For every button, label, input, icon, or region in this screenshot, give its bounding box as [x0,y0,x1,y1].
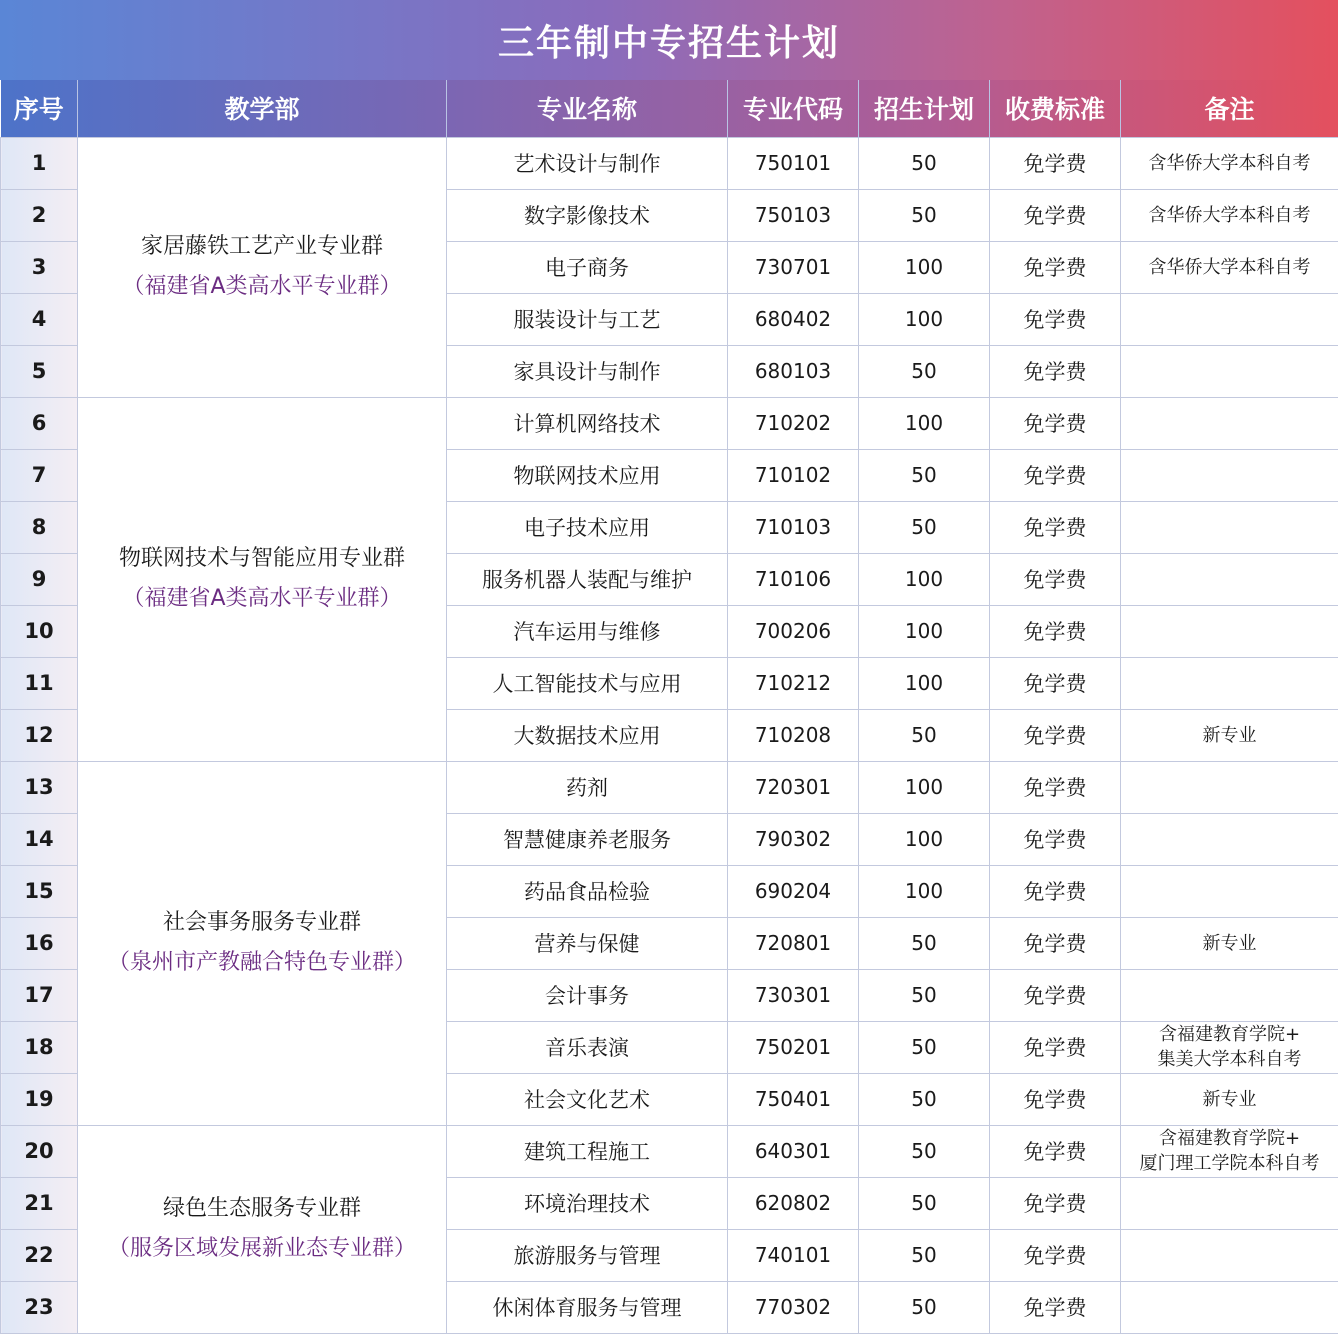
dept-cell [78,1125,447,1333]
note-line-1: 新专业 [1202,932,1257,954]
note-line-1: 含华侨大学本科自考 [1148,256,1311,278]
enroll-plan: 100 [859,865,990,917]
table-row [1,1125,1338,1177]
note-line-1: 新专业 [1202,724,1257,746]
enrollment-table [0,80,1338,1334]
major-code: 730301 [728,969,859,1021]
enroll-plan: 100 [859,813,990,865]
major-code: 710103 [728,501,859,553]
major-name: 计算机网络技术 [447,397,728,449]
enroll-plan: 50 [859,1229,990,1281]
enroll-plan: 100 [859,397,990,449]
fee-standard: 免学费 [990,865,1121,917]
row-no: 2 [1,189,78,241]
major-name: 物联网技术应用 [447,449,728,501]
row-no: 6 [1,397,78,449]
dept-cell [78,761,447,1125]
enroll-plan: 50 [859,449,990,501]
fee-standard: 免学费 [990,1125,1121,1177]
major-name: 旅游服务与管理 [447,1229,728,1281]
row-no: 9 [1,553,78,605]
major-name: 智慧健康养老服务 [447,813,728,865]
major-name: 音乐表演 [447,1021,728,1073]
row-no: 8 [1,501,78,553]
row-no: 3 [1,241,78,293]
major-name: 人工智能技术与应用 [447,657,728,709]
enroll-plan: 50 [859,1281,990,1333]
major-name: 药剂 [447,761,728,813]
dept-cell [78,137,447,397]
major-code: 710202 [728,397,859,449]
header-dept: 教学部 [78,80,447,137]
major-name: 电子商务 [447,241,728,293]
row-no: 15 [1,865,78,917]
major-name: 服务机器人装配与维护 [447,553,728,605]
note-cell [1121,969,1338,1021]
fee-standard: 免学费 [990,605,1121,657]
note-line-2: 集美大学本科自考 [1157,1049,1302,1070]
major-name: 社会文化艺术 [447,1073,728,1125]
note-cell [1121,1229,1338,1281]
group-name: 物联网技术与智能应用专业群 [118,546,405,571]
group-name: 社会事务服务专业群 [162,910,361,935]
table-row [1,397,1338,449]
note-cell [1121,709,1338,761]
major-code: 680402 [728,293,859,345]
fee-standard: 免学费 [990,1281,1121,1333]
major-code: 710212 [728,657,859,709]
major-name: 药品食品检验 [447,865,728,917]
major-code: 750101 [728,137,859,189]
note-cell [1121,501,1338,553]
header-name: 专业名称 [447,80,728,137]
enroll-plan: 100 [859,605,990,657]
row-no: 13 [1,761,78,813]
fee-standard: 免学费 [990,293,1121,345]
enroll-plan: 50 [859,501,990,553]
enroll-plan: 100 [859,293,990,345]
table-row [1,761,1338,813]
table-header-row [1,80,1338,137]
row-no: 12 [1,709,78,761]
note-cell [1121,397,1338,449]
note-cell [1121,865,1338,917]
enroll-plan: 50 [859,345,990,397]
row-no: 21 [1,1177,78,1229]
major-code: 720301 [728,761,859,813]
enroll-plan: 50 [859,917,990,969]
major-name: 环境治理技术 [447,1177,728,1229]
note-cell [1121,605,1338,657]
major-code: 640301 [728,1125,859,1177]
row-no: 16 [1,917,78,969]
row-no: 17 [1,969,78,1021]
fee-standard: 免学费 [990,449,1121,501]
major-code: 720801 [728,917,859,969]
fee-standard: 免学费 [990,241,1121,293]
major-name: 会计事务 [447,969,728,1021]
fee-standard: 免学费 [990,1073,1121,1125]
major-name: 休闲体育服务与管理 [447,1281,728,1333]
note-cell [1121,761,1338,813]
row-no: 20 [1,1125,78,1177]
major-code: 730701 [728,241,859,293]
enroll-plan: 50 [859,1125,990,1177]
header-no: 序号 [1,80,78,137]
enroll-plan: 50 [859,969,990,1021]
fee-standard: 免学费 [990,657,1121,709]
enroll-plan: 100 [859,657,990,709]
row-no: 14 [1,813,78,865]
note-cell [1121,1021,1338,1073]
page-title: 三年制中专招生计划 [0,0,1338,80]
table-row [1,137,1338,189]
group-subtitle: （福建省A类高水平专业群） [122,586,402,611]
enroll-plan: 50 [859,1177,990,1229]
fee-standard: 免学费 [990,553,1121,605]
enroll-plan: 100 [859,553,990,605]
group-subtitle: （服务区域发展新业态专业群） [107,1236,416,1261]
major-code: 710102 [728,449,859,501]
group-name: 绿色生态服务专业群 [162,1196,361,1221]
note-cell [1121,813,1338,865]
fee-standard: 免学费 [990,1177,1121,1229]
major-name: 服装设计与工艺 [447,293,728,345]
note-cell [1121,345,1338,397]
row-no: 23 [1,1281,78,1333]
note-cell [1121,293,1338,345]
fee-standard: 免学费 [990,1021,1121,1073]
enroll-plan: 50 [859,1021,990,1073]
note-cell [1121,1177,1338,1229]
fee-standard: 免学费 [990,969,1121,1021]
fee-standard: 免学费 [990,761,1121,813]
major-code: 740101 [728,1229,859,1281]
note-line-1: 含福建教育学院+ [1158,1128,1301,1149]
fee-standard: 免学费 [990,397,1121,449]
major-name: 艺术设计与制作 [447,137,728,189]
note-cell [1121,1125,1338,1177]
fee-standard: 免学费 [990,813,1121,865]
row-no: 22 [1,1229,78,1281]
header-plan: 招生计划 [859,80,990,137]
note-cell [1121,1073,1338,1125]
row-no: 1 [1,137,78,189]
enroll-plan: 50 [859,709,990,761]
major-name: 汽车运用与维修 [447,605,728,657]
note-cell [1121,1281,1338,1333]
major-name: 营养与保健 [447,917,728,969]
header-code: 专业代码 [728,80,859,137]
note-cell [1121,241,1338,293]
row-no: 10 [1,605,78,657]
note-line-2: 厦门理工学院本科自考 [1139,1153,1320,1174]
group-subtitle: （泉州市产教融合特色专业群） [107,950,416,975]
group-subtitle: （福建省A类高水平专业群） [122,274,402,299]
major-name: 数字影像技术 [447,189,728,241]
enroll-plan: 50 [859,137,990,189]
note-line-1: 含福建教育学院+ [1158,1024,1301,1045]
fee-standard: 免学费 [990,1229,1121,1281]
header-note: 备注 [1121,80,1338,137]
major-code: 750401 [728,1073,859,1125]
major-code: 700206 [728,605,859,657]
table-body [1,137,1338,1333]
major-code: 680103 [728,345,859,397]
row-no: 11 [1,657,78,709]
fee-standard: 免学费 [990,917,1121,969]
note-cell [1121,553,1338,605]
enroll-plan: 50 [859,1073,990,1125]
major-code: 620802 [728,1177,859,1229]
note-cell [1121,917,1338,969]
header-fee: 收费标准 [990,80,1121,137]
major-name: 建筑工程施工 [447,1125,728,1177]
fee-standard: 免学费 [990,709,1121,761]
note-line-1: 含华侨大学本科自考 [1148,152,1311,174]
note-line-1: 含华侨大学本科自考 [1148,204,1311,226]
major-name: 家具设计与制作 [447,345,728,397]
major-code: 790302 [728,813,859,865]
row-no: 19 [1,1073,78,1125]
note-cell [1121,137,1338,189]
row-no: 18 [1,1021,78,1073]
row-no: 5 [1,345,78,397]
note-cell [1121,657,1338,709]
fee-standard: 免学费 [990,345,1121,397]
note-line-1: 新专业 [1202,1088,1257,1110]
major-name: 电子技术应用 [447,501,728,553]
enroll-plan: 50 [859,189,990,241]
fee-standard: 免学费 [990,137,1121,189]
major-code: 710106 [728,553,859,605]
group-name: 家居藤铁工艺产业专业群 [140,234,383,259]
note-cell [1121,449,1338,501]
row-no: 7 [1,449,78,501]
major-code: 770302 [728,1281,859,1333]
enroll-plan: 100 [859,241,990,293]
dept-cell [78,397,447,761]
row-no: 4 [1,293,78,345]
enroll-plan: 100 [859,761,990,813]
fee-standard: 免学费 [990,501,1121,553]
note-cell [1121,189,1338,241]
major-code: 690204 [728,865,859,917]
major-code: 750201 [728,1021,859,1073]
fee-standard: 免学费 [990,189,1121,241]
major-name: 大数据技术应用 [447,709,728,761]
major-code: 750103 [728,189,859,241]
major-code: 710208 [728,709,859,761]
